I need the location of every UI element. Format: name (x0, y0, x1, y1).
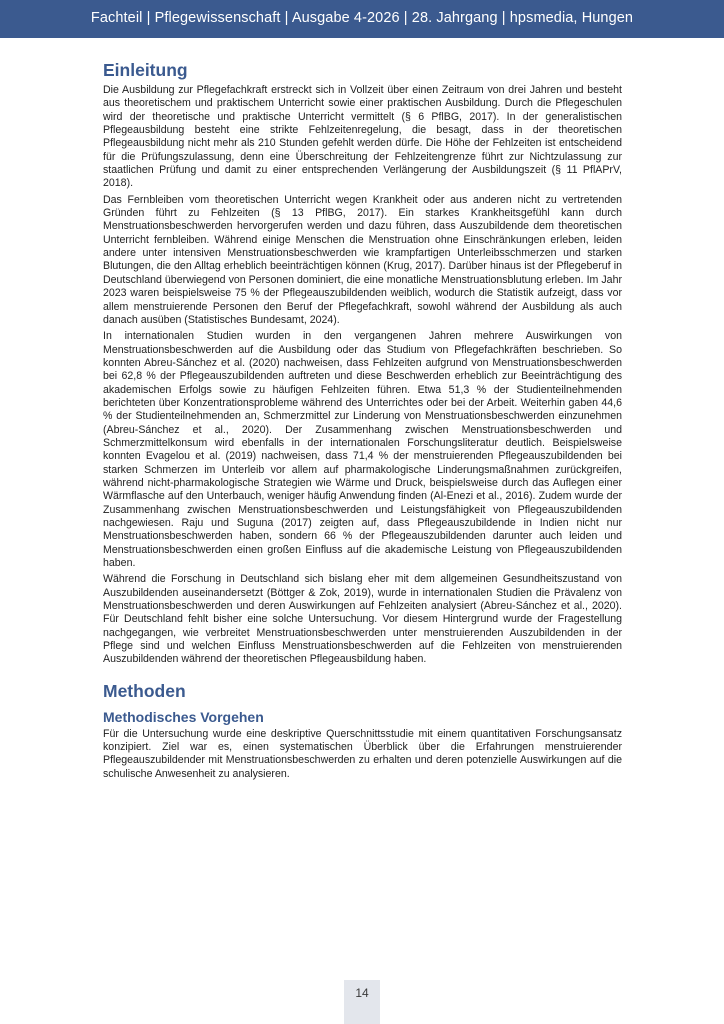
section-heading-methoden: Methoden (103, 680, 186, 701)
journal-header-title: Fachteil | Pflegewissenschaft | Ausgabe 4-2026 | 28. Jahrgang | hpsmedia, Hungen (90, 10, 634, 26)
page-header (0, 0, 724, 38)
article-body (103, 58, 622, 784)
subsection-heading-methodisches-vorgehen: Methodisches Vorgehen (103, 708, 264, 725)
paragraph-einleitung-3: In internationalen Studien wurden in den vergangenen Jahren mehrere Auswirkungen von Menstruationsbeschwerden auf die Ausbildung oder das Studium von Pflegefachkräften beschrieben. So konnten Abreu-Sánchez et al. (2020) nachweisen, dass Fehlzeiten aufgrund von Menstruationsbeschwerden bei 62,8 % der Pflegeauszubildenden auftreten und diese Beschwerden erheblich zur Beeinträchtigung des akademischen Erfolgs sowie zu häufigen Fehlzeiten führen. Etwa 51,3 % der Studienteilnehmenden berichteten über Konzentrationsprobleme während des Unterrichtes oder bei der Arbeit. Weiterhin gaben 44,6 % der Studienteilnehmenden an, Schmerzmittel zur Linderung von Menstruationsbeschwerden einzunehmen (Abreu-Sánchez et al., 2020). Der Zusammenhang zwischen Menstruationsbeschwerden und Schmerzmittelkonsum wird ebenfalls in der internationalen Forschungsliteratur deutlich. Beispielsweise konnten Evagelou et al. (2019) nachweisen, dass 71,4 % der menstruierenden Pflegeauszubildenden bei starken Schmerzen im Unterleib vor allem auf pharmakologische Linderungsmaßnahmen zurückgreifen, während nicht-pharmakologische Strategien wie Wärme und Druck, beispielsweise durch das Auflegen einer Wärmflasche auf den Unterbauch, weniger häufig Anwendung finden (Al-Enezi et al., 2016). Zudem wurde der Zusammenhang zwischen Menstruationsbeschwerden und Leistungsfähigkeit von Pflegeauszubildenden nachgewiesen. Raju und Suguna (2017) zeigten auf, dass Pflegeauszubildende in Indien nicht nur Menstruationsbeschwerden haben, sondern 66 % der Pflegeauszubildenden darunter auch leiden und Menstruationsbeschwerden einen großen Einfluss auf die akademische Leistung von Pflegeauszubildenden haben. (103, 330, 622, 570)
section-heading-einleitung: Einleitung (103, 60, 188, 80)
page-number: 14 (355, 986, 369, 1000)
paragraph-einleitung-2: Das Fernbleiben vom theoretischen Unterricht wegen Krankheit oder aus anderen nicht zu vertretenden Gründen führt zu Fehlzeiten (§ 13 PflBG, 2017). Ein starkes Krankheitsgefühl kann durch Menstruationsbeschwerden hervorgerufen werden und dazu führen, dass Auszubildende dem theoretischen Unterricht fernbleiben. Während einige Menschen die Menstruation ohne Einschränkungen erleben, leiden andere unter intensiven Menstruationsbeschwerden wie krampfartigen Unterleibsschmerzen und starken Blutungen, die den Alltag erheblich beeinträchtigen können (Krug, 2017). Darüber hinaus ist der Pflegeberuf in Deutschland überwiegend von Personen dominiert, die eine monatliche Menstruationsblutung erleben. Im Jahr 2023 waren beispielsweise 75 % der Pflegeauszubildenden weiblich, wodurch die Statistik aufzeigt, dass vor allem menstruierende Personen den Beruf der Pflegefachkraft, sowohl während der Ausbildung als auch danach ausüben (Statistisches Bundesamt, 2024). (103, 193, 622, 326)
paragraph-methoden-1: Für die Untersuchung wurde eine deskriptive Querschnittsstudie mit einem quantitativen Forschungsansatz konzipiert. Ziel war es, einen systematischen Überblick über die Erfahrungen menstruierender Pflegeauszubildender mit Menstruationsbeschwerden zu erhalten und deren potenzielle Auswirkungen auf die schulische Anwesenheit zu analysieren. (103, 727, 622, 780)
paragraph-einleitung-1: Die Ausbildung zur Pflegefachkraft erstreckt sich in Vollzeit über einen Zeitraum von drei Jahren und besteht aus theoretischem und praktischem Unterricht sowie einer praktischen Ausbildung. Durch die Pflegeschulen wird der theoretische und praktische Unterricht vermittelt (§ 6 PflBG, 2017). In der generalistischen Pflegeausbildung besteht eine strikte Fehlzeitenregelung, die besagt, dass in der theoretischen Pflegeausbildung nicht mehr als 210 Stunden gefehlt werden dürfe. Die Höhe der Fehlzeiten ist entscheidend für die Prüfungszulassung, denn eine Überschreitung der Fehlzeitengrenze führt zur Nichtzulassung zur staatlichen Prüfung und damit zu einer entsprechenden Verlängerung der Ausbildungszeit (§ 11 PflAPrV, 2018). (103, 84, 622, 190)
paragraph-einleitung-4: Während die Forschung in Deutschland sich bislang eher mit dem allgemeinen Gesundheitszustand von Auszubildenden auseinandersetzt (Böttger & Zok, 2019), wurde in internationalen Studien die Prävalenz von Menstruationsbeschwerden und deren Auswirkungen auf Fehlzeiten analysiert (Abreu-Sánchez et al., 2020). Für Deutschland fehlt bisher eine solche Untersuchung. Vor diesem Hintergrund wurde der Fragestellung nachgegangen, wie verbreitet Menstruationsbeschwerden unter menstruierenden Auszubildenden in der Pflege sind und welchen Einfluss Menstruationsbeschwerden auf die Fehlzeiten von menstruierenden Auszubildenden während der theoretischen Pflegeausbildung haben. (103, 573, 622, 666)
page-number-box (344, 980, 380, 1024)
